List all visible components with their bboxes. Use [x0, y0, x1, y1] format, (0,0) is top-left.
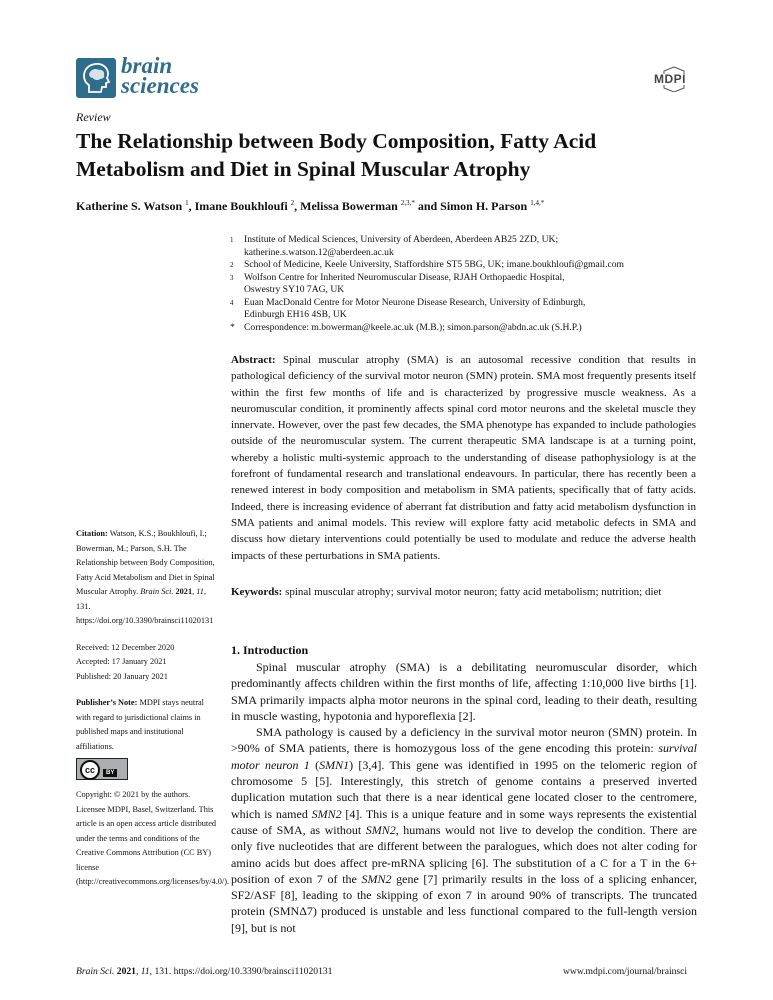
- sidebar: [76, 527, 230, 890]
- affiliation-number: 4: [230, 298, 234, 307]
- text-run: ) [3,4]. This gene was identified in 1995 on the telomeric region of chromosome 5 [5]. Interestingly, this stretch of genome contains a preserved inverted duplication mutation such that there is a near identical gene located closer to the centromere, which is named: [231, 757, 697, 821]
- abstract: [231, 352, 696, 564]
- affiliation-item: [230, 272, 700, 297]
- author-separator: and: [414, 199, 441, 213]
- correspondence-line: Correspondence: m.bowerman@keele.ac.uk (M.B.); simon.parson@abdn.ac.uk (S.H.P.): [244, 321, 582, 333]
- accepted-date: Accepted: 17 January 2021: [76, 657, 167, 666]
- affiliation-line: Institute of Medical Sciences, University of Aberdeen, Aberdeen AB25 2ZD, UK;: [244, 234, 559, 245]
- copyright-text: Copyright: © 2021 by the authors. Licensee MDPI, Basel, Switzerland. This article is an open access article distributed under the terms and conditions of the Creative Commons Attribution (CC BY) license (http://creativecommons.org/licenses/by/4.0/).: [76, 790, 230, 886]
- by-icon: BY: [103, 769, 117, 777]
- citation-block: Citation: Watson, K.S.; Boukhloufi, I.; Bowerman, M.; Parson, S.H. The Relationship between Body Composition, Fatty Acid Metabolism and Diet in Spinal Muscular Atrophy. Brain Sci. 2021, 11, 131. https://doi.org/10.3390/brainsci11020131: [76, 529, 215, 625]
- author-affil-sup: 1,4,*: [530, 199, 545, 207]
- article-type: Review: [76, 110, 111, 124]
- author-name: Katherine S. Watson: [76, 199, 183, 213]
- publisher-note-label: Publisher’s Note:: [76, 698, 138, 707]
- keywords-label: Keywords:: [231, 586, 283, 598]
- affiliation-item: [230, 259, 700, 272]
- paragraph: Spinal muscular atrophy (SMA) is a debilitating neuromuscular disorder, which predominantly affects children within the first months of life, affecting 1:10,000 live births [1]. SMA primarily impacts alpha motor neurons in the spinal cord, leading to their death, resulting in muscle wasting, hypotonia and hyporeflexia [2].: [231, 660, 697, 723]
- gene-name: SMN2: [361, 871, 392, 886]
- author-affil-sup: 2,3,*: [400, 199, 415, 207]
- footer-journal-url[interactable]: www.mdpi.com/journal/brainsci: [563, 966, 688, 977]
- abstract-label: Abstract:: [231, 354, 276, 366]
- affiliation-line: Edinburgh EH16 4SB, UK: [244, 309, 347, 320]
- text-run: (: [309, 757, 320, 772]
- author-name: Imane Boukhloufi: [194, 199, 288, 213]
- journal-name-line2: sciences: [121, 73, 199, 98]
- keywords-text: spinal muscular atrophy; survival motor neuron; fatty acid metabolism; nutrition; diet: [285, 586, 662, 598]
- author-name: Simon H. Parson: [440, 199, 528, 213]
- affiliation-number: 1: [230, 236, 234, 244]
- published-date: Published: 20 January 2021: [76, 671, 168, 681]
- gene-name: SMN2: [311, 806, 342, 821]
- gene-name: SMN1: [319, 757, 350, 772]
- cc-by-license-icon[interactable]: [76, 758, 128, 780]
- paragraph: [231, 724, 697, 936]
- publisher-note: [76, 696, 218, 754]
- brain-head-icon: [76, 58, 116, 98]
- author-affil-sup: 1: [185, 199, 189, 207]
- author-separator: ,: [188, 199, 195, 213]
- text-run: SMA pathology is caused by a deficiency in the survival motor neuron (SMN) protein. In >90% of SMA patients, there is homozygous loss of the gene encoding this protein:: [231, 725, 697, 756]
- gene-name: survival motor neuron 1: [231, 741, 697, 772]
- author-separator: ,: [294, 199, 301, 213]
- affiliations: [230, 234, 700, 334]
- text-run: [4]. This is a unique feature and in some ways represents the existential cause of SMA, as without: [231, 806, 697, 837]
- journal-name-line1: brain: [121, 53, 173, 78]
- affiliation-number: 2: [230, 261, 234, 269]
- affiliation-item: [230, 297, 700, 322]
- affiliation-line: Wolfson Centre for Inherited Neuromuscular Disease, RJAH Orthopaedic Hospital,: [244, 271, 565, 283]
- publisher-logo: [648, 66, 700, 92]
- section-heading: 1. Introduction: [231, 643, 309, 657]
- received-date: Received: 12 December 2020: [76, 642, 175, 652]
- publisher-note-text: MDPI stays neutral with regard to jurisdictional claims in published maps and institutional affiliations.: [76, 698, 204, 751]
- gene-name: SMN2: [365, 822, 396, 837]
- affiliation-item: [230, 234, 700, 259]
- footer-doi[interactable]: , 131. https://doi.org/10.3390/brainsci11020131: [149, 966, 333, 977]
- citation-journal: Brain Sci.: [140, 587, 174, 596]
- affiliation-line: School of Medicine, Keele University, Staffordshire ST5 5BG, UK; imane.boukhloufi@gmail.com: [244, 259, 624, 270]
- affiliation-line: Oswestry SY10 7AG, UK: [244, 284, 345, 295]
- affiliation-number: 3: [230, 273, 234, 282]
- correspondence-item: [230, 322, 700, 335]
- citation-year: 2021: [175, 587, 193, 596]
- author-affil-sup: 2: [290, 199, 295, 207]
- footer-year: 2021: [116, 966, 136, 977]
- keywords: [231, 584, 696, 600]
- affiliation-line: Euan MacDonald Centre for Motor Neurone Disease Research, University of Edinburgh,: [244, 296, 586, 308]
- article-title: The Relationship between Body Composition, Fatty Acid Metabolism and Diet in Spinal Muscular Atrophy: [76, 129, 597, 181]
- citation-text: Watson, K.S.; Boukhloufi, I.; Bowerman, M.; Parson, S.H. The Relationship between Body Composition, Fatty Acid Metabolism and Diet in Spinal Muscular Atrophy.: [76, 529, 215, 596]
- citation-doi[interactable]: , 131. https://doi.org/10.3390/brainsci11020131: [76, 587, 214, 625]
- citation-volume: 11: [196, 587, 204, 596]
- introduction-body: [231, 659, 697, 936]
- text-run: , humans would not live to develop the condition. There are only five nucleotides that are different between the paralogues, which does not alter coding for amino acids but does affect pre-mRNA splicing [6]. The substitution of a C for a T in the 6+ position of exon 7 of the: [231, 822, 697, 886]
- footer-journal: Brain Sci.: [76, 966, 115, 977]
- footer-citation: Brain Sci. 2021, 11, 131. https://doi.org/10.3390/brainsci11020131: [76, 966, 333, 977]
- author-name: Melissa Bowerman: [300, 199, 398, 213]
- author-list: [76, 199, 544, 214]
- affiliation-email[interactable]: katherine.s.watson.12@aberdeen.ac.uk: [244, 246, 394, 258]
- affiliation-number: *: [230, 321, 235, 333]
- footer-volume: 11: [140, 966, 150, 977]
- cc-icon: cc: [80, 760, 100, 780]
- abstract-text: Spinal muscular atrophy (SMA) is an autosomal recessive condition that results in pathological deficiency of the survival motor neuron (SMN) protein. SMA most frequently presents itself within the first few months of life and is characterized by progressive muscle weakness. As a neuromuscular condition, it prominently affects spinal cord motor neurons and the skeletal muscle they innervate. However, over the past few decades, the SMA phenotype has expanded to include pathologies outside of the neuromuscular system. The current therapeutic SMA landscape is at a turning point, whereby a holistic multi-systemic approach to the understanding of disease pathophysiology is at the forefront of fundamental research and translational endeavours. In particular, there has recently been a renewed interest in body composition and metabolism in SMA patients, specifically that of fatty acids. Indeed, there is increasing evidence of aberrant fat distribution and fatty acid metabolism dysfunction in SMA patients and animal models. This review will explore fatty acid metabolic defects in SMA and discuss how dietary interventions could potentially be used to modulate and reduce the adverse health impacts of these perturbations in SMA patients.: [231, 354, 696, 562]
- citation-label: Citation:: [76, 529, 108, 538]
- text-run: gene [7] primarily results in the loss of a splicing enhancer, SF2/ASF [8], leading to the skipping of exon 7 in around 90% of transcripts. The truncated protein (SMNΔ7) produced is unstable and less functional compared to the full-length version [9], but is not: [231, 871, 697, 935]
- publisher-name: MDPI: [654, 72, 686, 86]
- journal-name: [121, 53, 199, 98]
